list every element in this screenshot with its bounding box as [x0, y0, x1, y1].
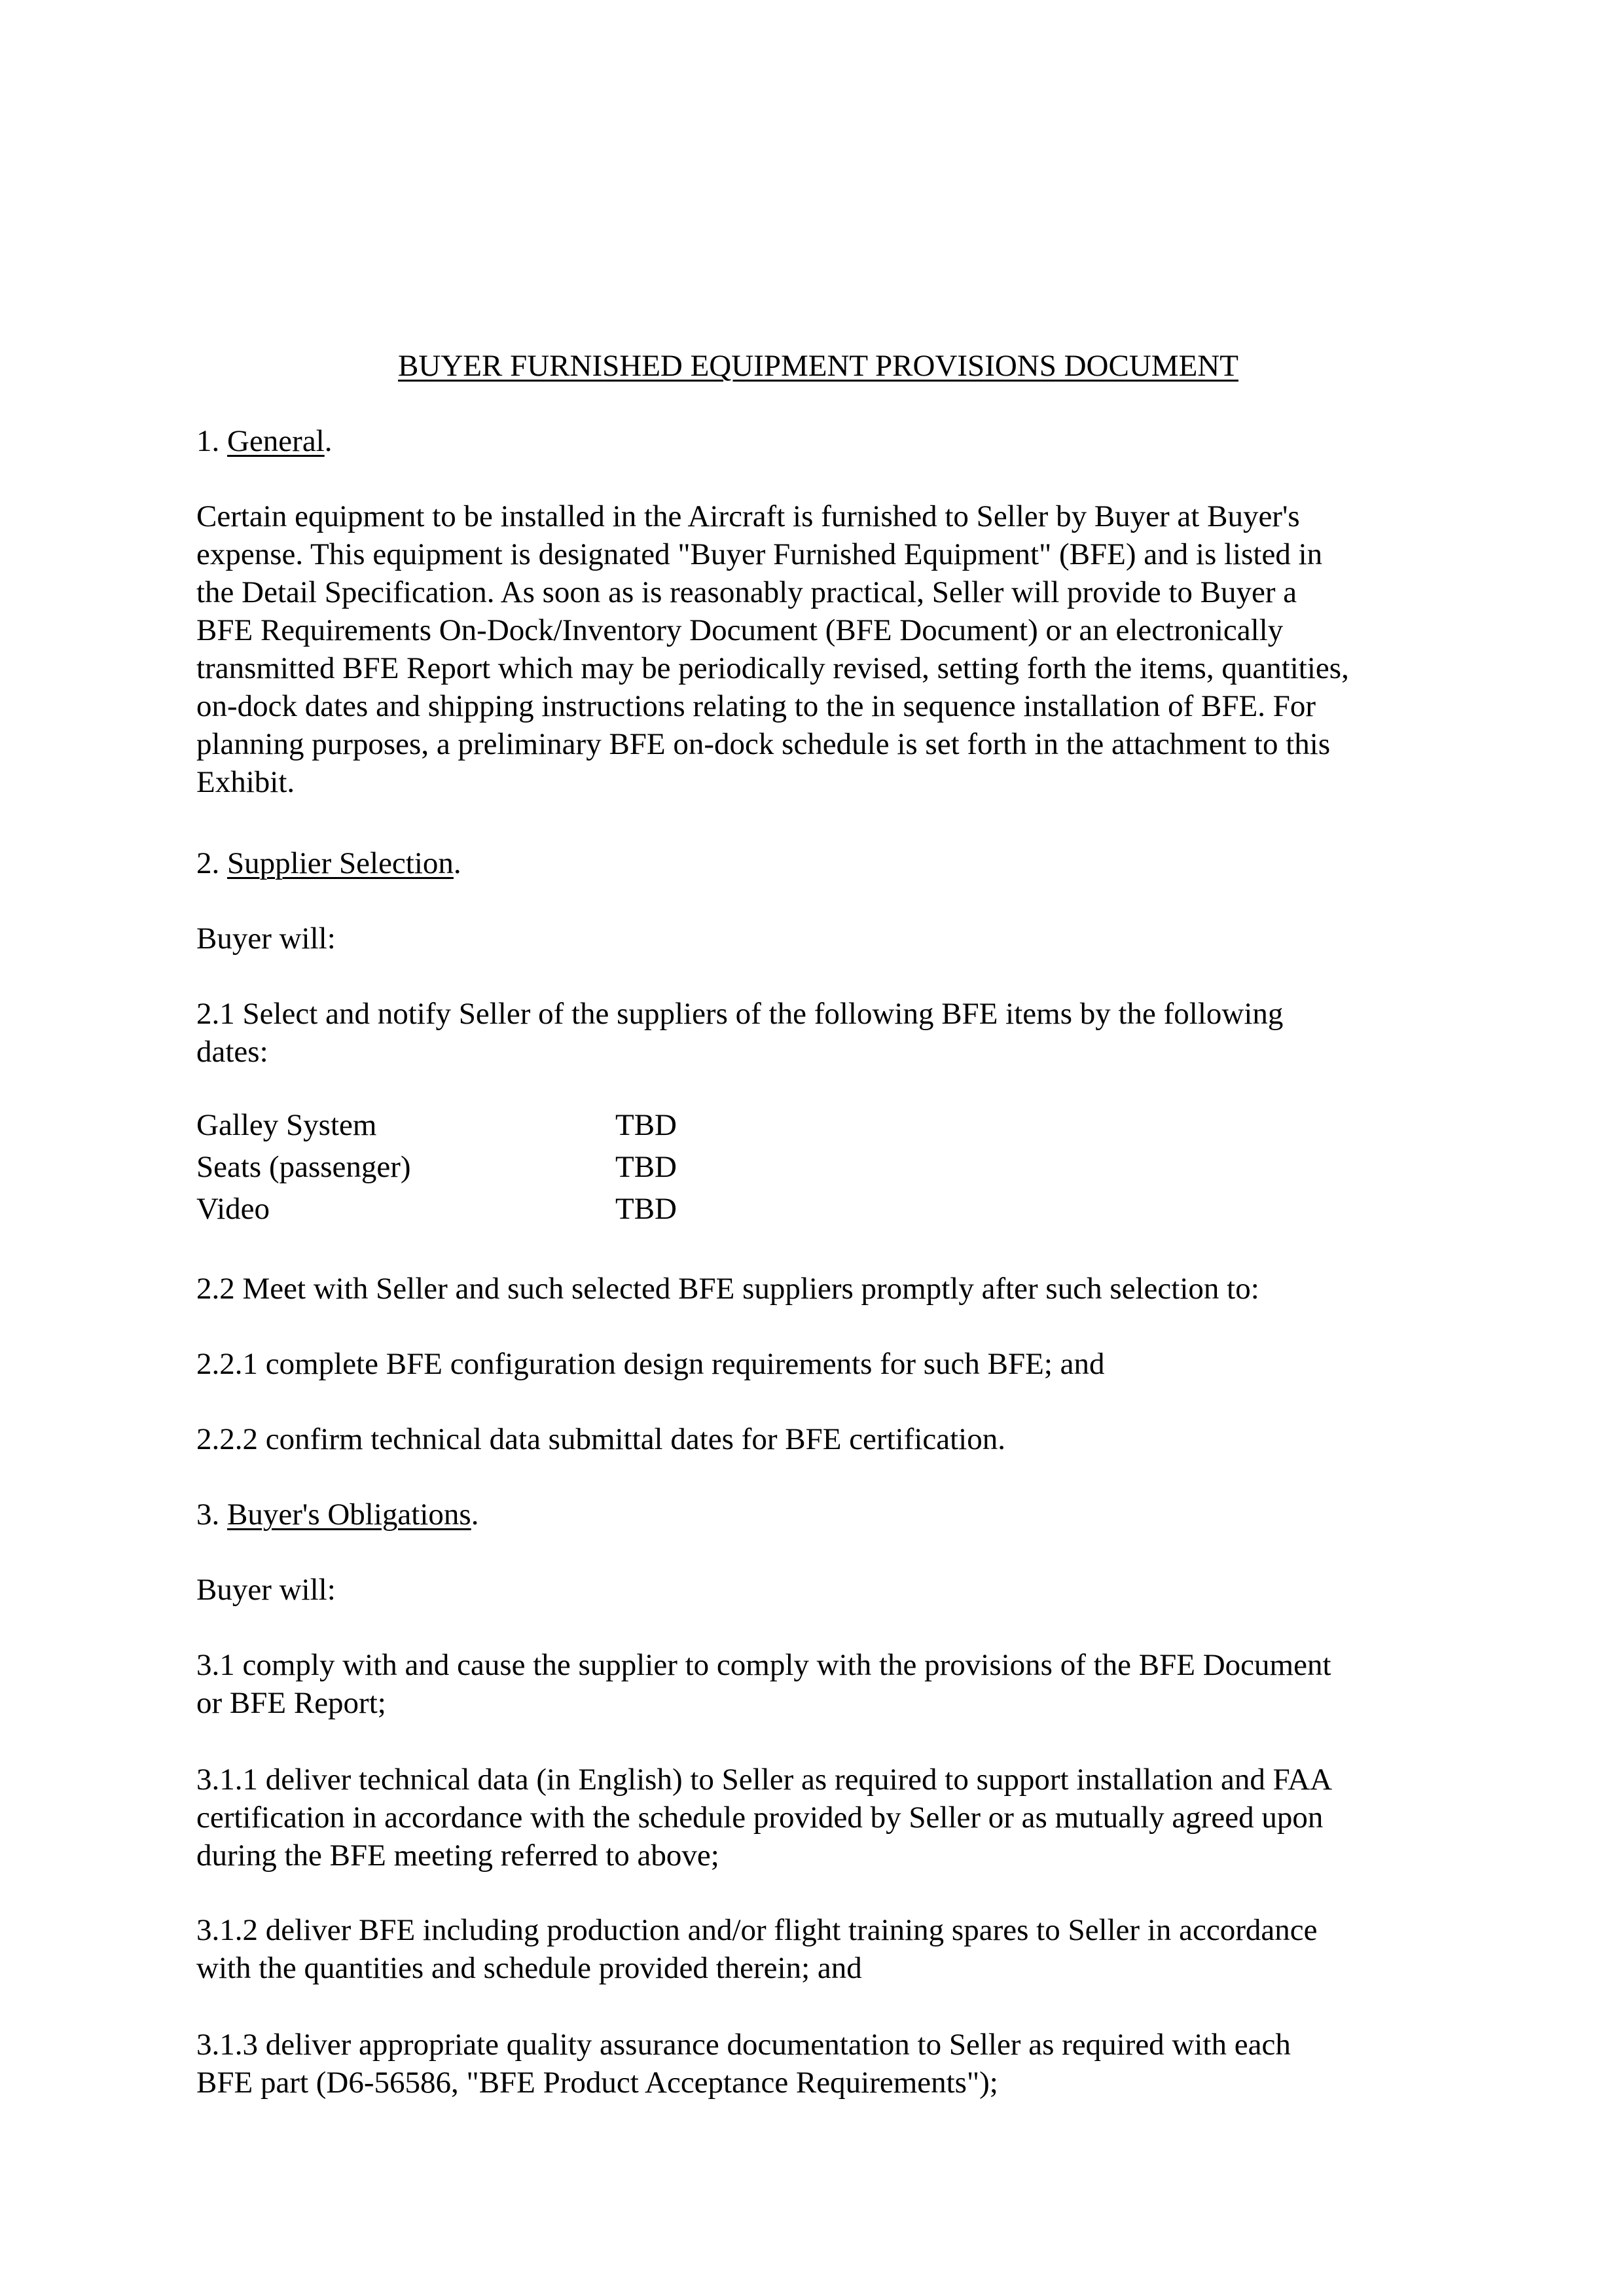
section-title: Supplier Selection	[227, 846, 454, 880]
section-title: General	[227, 424, 325, 458]
section-1-paragraph: Certain equipment to be installed in the Aircraft is furnished to Seller by Buyer at Buyer's expense. This equipment is designated "Buyer Furnished Equipment" (BFE) and is listed in the Detail Specification. As soon as is reasonably practical, Seller will provide to Buyer a BFE Requirements On-Dock/Inventory Document (BFE Document) or an electronically transmitted BFE Report which may be periodically revised, setting forth the items, quantities, on-dock dates and shipping instructions relating to the in sequence installation of BFE. For planning purposes, a preliminary BFE on-dock schedule is set forth in the attachment to this Exhibit.	[196, 499, 1349, 799]
bfe-items-table	[196, 1106, 851, 1232]
section-number: 3.	[196, 1498, 227, 1532]
section-title: Buyer's Obligations	[227, 1498, 471, 1532]
clause-3-1: 3.1 comply with and cause the supplier to comply with the provisions of the BFE Document or BFE Report;	[196, 1648, 1331, 1720]
clause-2-2-2: 2.2.2 confirm technical data submittal dates for BFE certification.	[196, 1422, 1005, 1456]
section-1-heading: 1. General.	[196, 424, 333, 458]
clause-2-2-1: 2.2.1 complete BFE configuration design requirements for such BFE; and	[196, 1347, 1105, 1381]
item-name: Galley System	[196, 1108, 377, 1142]
buyer-will-text: Buyer will:	[196, 1573, 336, 1607]
item-date: TBD	[615, 1192, 677, 1226]
item-name: Video	[196, 1192, 270, 1226]
clause-3-1-2: 3.1.2 deliver BFE including production and/or flight training spares to Seller in accordance with the quantities and schedule provided therein; and	[196, 1913, 1318, 1985]
table-row	[196, 1106, 851, 1148]
item-name: Seats (passenger)	[196, 1150, 411, 1184]
table-row	[196, 1148, 851, 1190]
buyer-will-text: Buyer will:	[196, 922, 336, 956]
clause-3-1-3: 3.1.3 deliver appropriate quality assurance documentation to Seller as required with each BFE part (D6-56586, "BFE Product Acceptance Requirements");	[196, 2028, 1291, 2100]
clause-2-1: 2.1 Select and notify Seller of the suppliers of the following BFE items by the following dates:	[196, 997, 1284, 1069]
table-row	[196, 1190, 851, 1232]
clause-2-2: 2.2 Meet with Seller and such selected BFE suppliers promptly after such selection to:	[196, 1272, 1259, 1306]
section-2-heading: 2. Supplier Selection.	[196, 846, 461, 880]
document-title: BUYER FURNISHED EQUIPMENT PROVISIONS DOCUMENT	[398, 349, 1238, 383]
section-number: 2.	[196, 846, 227, 880]
item-date: TBD	[615, 1108, 677, 1142]
section-number: 1.	[196, 424, 227, 458]
item-date: TBD	[615, 1150, 677, 1184]
clause-3-1-1: 3.1.1 deliver technical data (in English) to Seller as required to support installation and FAA certification in accordance with the schedule provided by Seller or as mutually agreed upon during the BFE meeting referred to above;	[196, 1763, 1333, 1873]
section-3-heading: 3. Buyer's Obligations.	[196, 1498, 479, 1532]
